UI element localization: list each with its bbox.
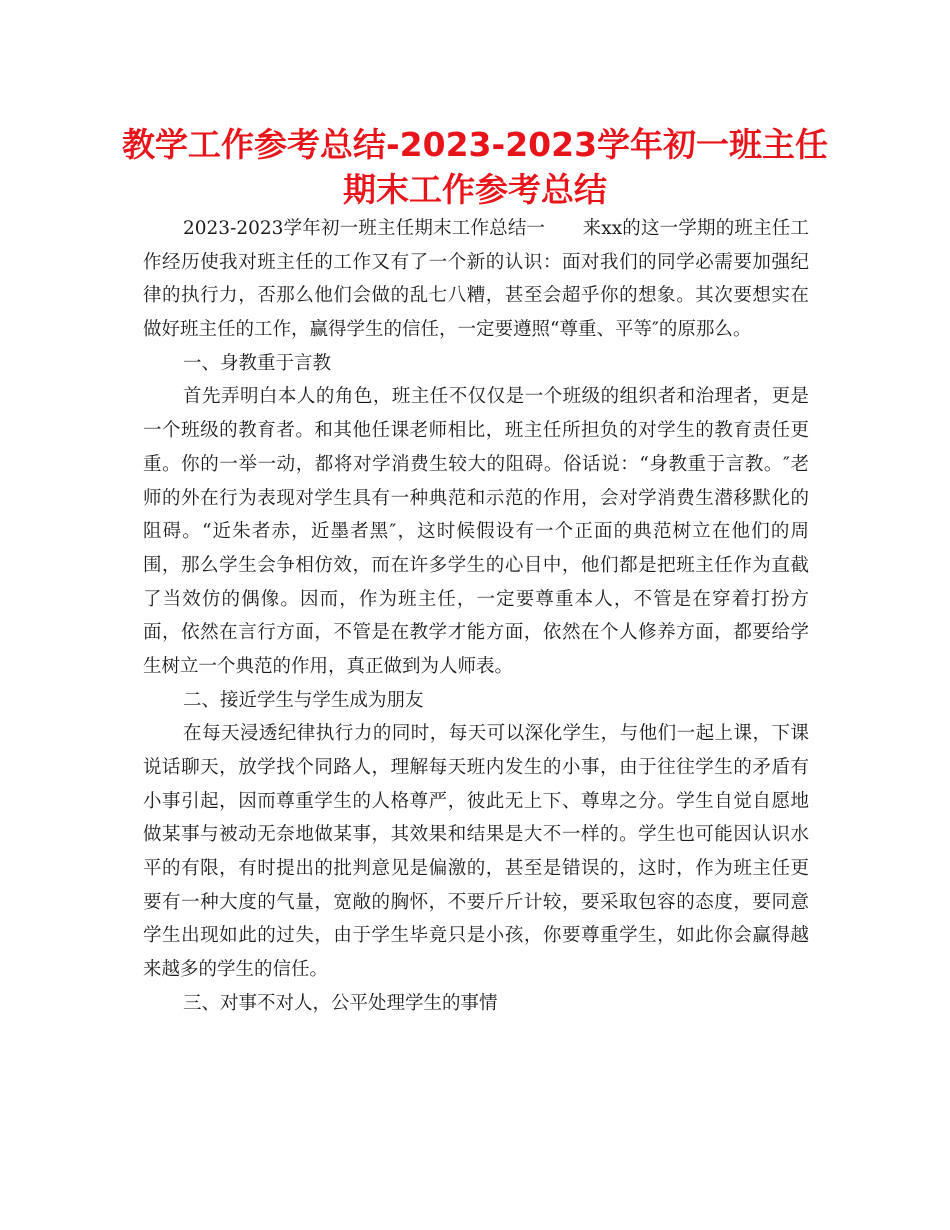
text-line: 来越多的学生的信任。 — [143, 959, 329, 981]
text-line: 面，依然在言行方面，不管是在教学才能方面，依然在个人修养方面，都要给学 — [143, 622, 809, 644]
section-heading-1: 一、身教重于言教 — [183, 352, 332, 374]
text-line: 学生出现如此的过失，由于学生毕竟只是小孩，你要尊重学生，如此你会赢得越 — [143, 925, 809, 947]
text-line: 2023-2023学年初一班主任期末工作总结一 来xx的这一学期的班主任工 — [183, 218, 809, 239]
text-line: 围，那么学生会争相仿效，而在许多学生的心目中，他们都是把班主任作为直截 — [143, 554, 809, 576]
text-line: 平的有限，有时提出的批判意见是偏激的，甚至是错误的，这时，作为班主任更 — [143, 858, 809, 880]
text-line: 作经历使我对班主任的工作又有了一个新的认识：面对我们的同学必需要加强纪 — [143, 251, 809, 273]
text-line: 首先弄明白本人的角色，班主任不仅仅是一个班级的组织者和治理者，更是 — [183, 386, 809, 408]
text-line: 生树立一个典范的作用，真正做到为人师表。 — [143, 655, 514, 677]
text-line: 要有一种大度的气量，宽敞的胸怀，不要斤斤计较，要采取包容的态度，要同意 — [143, 891, 809, 913]
text-line: 做好班主任的工作，赢得学生的信任，一定要遵照“尊重、平等″的原那么。 — [143, 319, 752, 341]
text-line: 律的执行力，否那么他们会做的乱七八糟，甚至会超乎你的想象。其次要想实在 — [143, 285, 809, 307]
text-line: 一个班级的教育者。和其他任课老师相比，班主任所担负的对学生的教育责任更 — [143, 420, 809, 442]
section-heading-2: 二、接近学生与学生成为朋友 — [183, 689, 424, 711]
document-title-line-2: 期末工作参考总结 — [343, 170, 607, 209]
section-heading-3: 三、对事不对人，公平处理学生的事情 — [183, 992, 498, 1014]
text-line: 在每天浸透纪律执行力的同时，每天可以深化学生，与他们一起上课，下课 — [183, 723, 809, 745]
document-body — [143, 212, 809, 1021]
document-title-line-1: 教学工作参考总结-2023-2023学年初一班主任 — [121, 125, 829, 164]
text-line: 重。你的一举一动，都将对学消费生较大的阻碍。俗话说：“身教重于言教。″老 — [143, 453, 809, 475]
text-line: 师的外在行为表现对学生具有一种典范和示范的作用，会对学消费生潜移默化的 — [143, 487, 809, 509]
text-line: 了当效仿的偶像。因而，作为班主任，一定要尊重本人，不管是在穿着打扮方 — [143, 588, 809, 610]
text-line: 小事引起，因而尊重学生的人格尊严，彼此无上下、尊卑之分。学生自觉自愿地 — [143, 790, 809, 812]
text-line: 说话聊天，放学找个同路人，理解每天班内发生的小事，由于往往学生的矛盾有 — [143, 757, 809, 778]
text-line: 阻碍。“近朱者赤，近墨者黑″，这时候假设有一个正面的典范树立在他们的周 — [143, 521, 809, 543]
text-line: 做某事与被动无奈地做某事，其效果和结果是大不一样的。学生也可能因认识水 — [143, 824, 809, 846]
